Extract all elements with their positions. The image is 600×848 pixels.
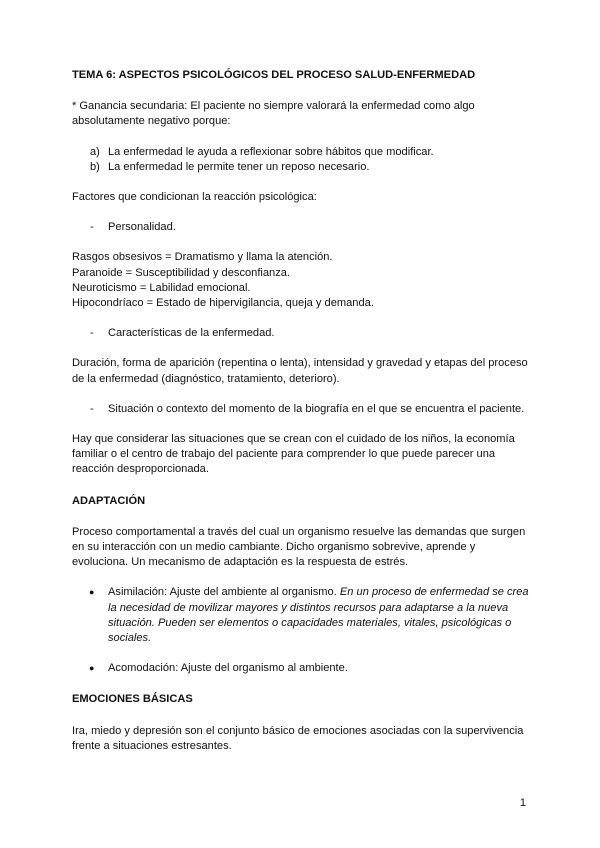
factor-situation <box>72 402 532 417</box>
factor-disease <box>72 326 532 341</box>
accommodation-text: Acomodación: Ajuste del organismo al ambiente. <box>108 662 348 675</box>
factors-intro: Factores que condicionan la reacción psicológica: <box>72 191 317 204</box>
dash-marker: - <box>90 402 94 415</box>
situation-paragraph: Hay que considerar las situaciones que se crean con el cuidado de los niños, la economía familiar o el centro de trabajo del paciente para comprender lo que puede parecer una reacción desproporcionada. <box>72 433 515 476</box>
dash-marker: - <box>90 327 94 340</box>
alpha-list <box>72 145 532 175</box>
document-page <box>72 68 532 754</box>
disease-paragraph: Duración, forma de aparición (repentina o lenta), intensidad y gravedad y etapas del proceso de la enfermedad (diagnóstico, tratamiento, deterioro). <box>72 357 528 385</box>
list-marker: a) <box>90 145 100 158</box>
page-title: TEMA 6: ASPECTOS PSICOLÓGICOS DEL PROCESO SALUD-ENFERMEDAD <box>72 69 476 81</box>
list-item <box>72 160 532 175</box>
list-item <box>72 145 532 160</box>
trait-line: Rasgos obsesivos = Dramatismo y llama la atención. <box>72 251 333 264</box>
assimilation-detail: En un proceso de enfermedad se crea la necesidad de movilizar mayores y distintos recursos para adaptarse a la nueva situación. Pueden ser elementos o capacidades materiales, vitales, psicológicas o sociales. <box>108 586 529 645</box>
trait-line: Hipocondríaco = Estado de hipervigilancia, queja y demanda. <box>72 297 374 310</box>
factor-label: Personalidad. <box>108 221 176 234</box>
bullet-marker: ● <box>89 587 95 598</box>
bullet-assimilation <box>72 585 532 646</box>
trait-line: Neuroticismo = Labilidad emocional. <box>72 281 251 294</box>
dash-marker: - <box>90 221 94 234</box>
trait-line: Paranoide = Susceptibilidad y desconfianza. <box>72 266 291 279</box>
list-item-text: La enfermedad le ayuda a reflexionar sobre hábitos que modificar. <box>108 145 434 158</box>
emotions-paragraph: Ira, miedo y depresión son el conjunto básico de emociones asociadas con la supervivencia frente a situaciones estresantes. <box>72 724 524 752</box>
factor-label: Situación o contexto del momento de la biografía en el que se encuentra el paciente. <box>108 402 525 415</box>
section-heading-adaptation: ADAPTACIÓN <box>72 494 146 507</box>
intro-paragraph: * Ganancia secundaria: El paciente no siempre valorará la enfermedad como algo absolutamente negativo porque: <box>72 100 475 128</box>
section-heading-emotions: EMOCIONES BÁSICAS <box>72 693 193 706</box>
factor-personality <box>72 220 532 235</box>
page-number: 1 <box>519 797 526 809</box>
list-marker: b) <box>90 160 100 173</box>
assimilation-label: Asimilación: Ajuste del ambiente al organismo. <box>108 586 337 599</box>
factor-label: Características de la enfermedad. <box>108 327 275 340</box>
list-item-text: La enfermedad le permite tener un reposo necesario. <box>108 160 370 173</box>
bullet-marker: ● <box>89 663 95 674</box>
bullet-accommodation <box>72 661 532 676</box>
adaptation-paragraph: Proceso comportamental a través del cual un organismo resuelve las demandas que surgen en su interacción con un medio cambiante. Dicho organismo sobrevive, aprende y evoluciona. Un mecanismo de adaptación es la respuesta de estrés. <box>72 525 526 569</box>
